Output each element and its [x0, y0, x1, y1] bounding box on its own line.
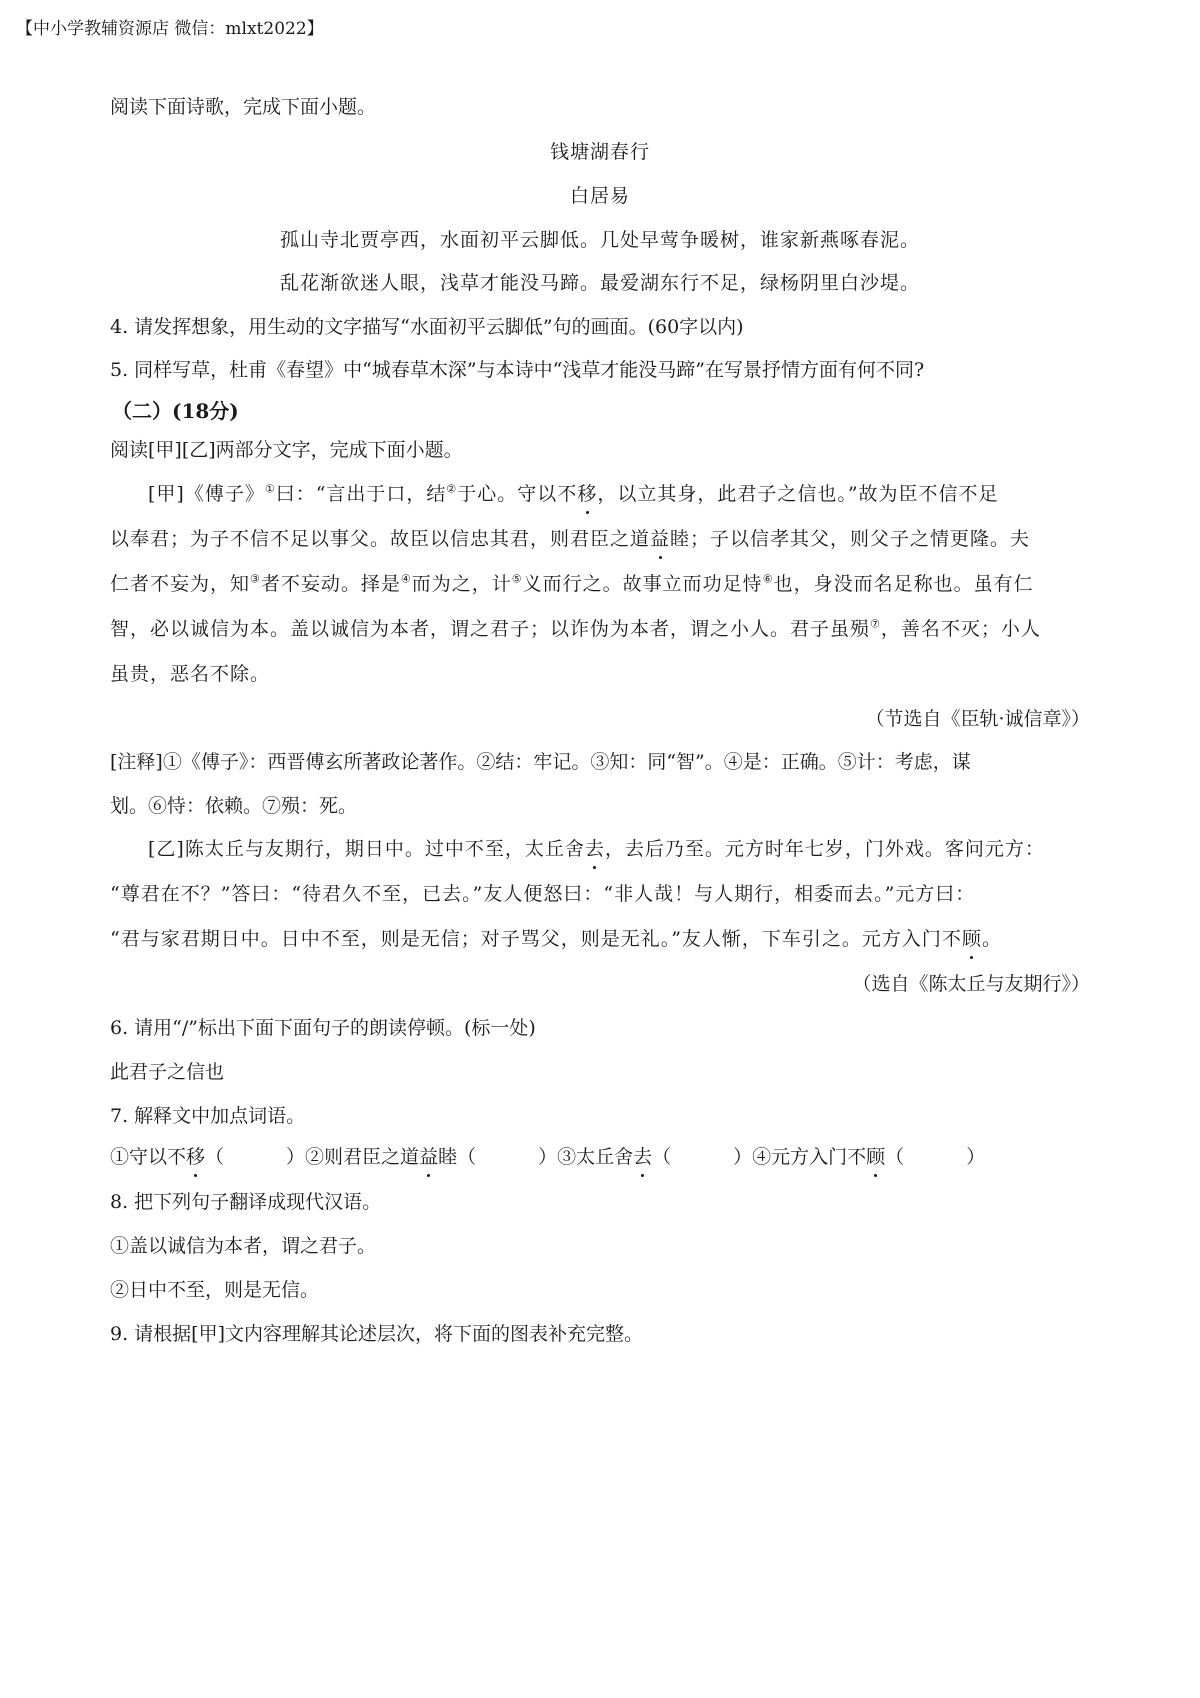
question-4: 4. 请发挥想象，用生动的文字描写“水面初平云脚低”句的画面。(60字以内): [110, 316, 744, 338]
dotted-char: 去: [584, 838, 605, 860]
question-5: 5. 同样写草，杜甫《春望》中“城春草木深”与本诗中“浅草才能没马蹄”在写景抒情方面有何不同?: [110, 359, 925, 381]
question-8-item-1: ①盖以诚信为本者，谓之君子。: [110, 1235, 377, 1257]
dotted-char: 顾: [866, 1146, 886, 1168]
poem-intro: 阅读下面诗歌，完成下面小题。: [110, 96, 377, 118]
poem-title: 钱塘湖春行: [549, 141, 650, 163]
header-watermark: 【中小学教辅资源店 微信：mlxt2022】: [16, 19, 324, 39]
jia-source: （节选自《臣轨·诚信章》）: [865, 708, 1090, 730]
poem-author: 白居易: [569, 185, 630, 207]
question-8-item-2: ②日中不至，则是无信。: [110, 1279, 320, 1301]
jia-line-2: 以奉君；为子不信不足以事父。故臣以信忠其君，则君臣之道益睦；子以信孝其父，则父子之情更隆。夫: [110, 528, 1031, 550]
dotted-char: 移: [186, 1146, 206, 1168]
notes-line-2: 划。⑥恃：依赖。⑦殒：死。: [110, 795, 358, 817]
dotted-char: 益: [650, 528, 671, 550]
yi-line-1: [乙]陈太丘与友期行，期日中。过中不至，太丘舍去，去后乃至。元方时年七岁，门外戏。客问元方：: [148, 838, 1045, 860]
poem-line-2: 乱花渐欲迷人眼，浅草才能没马蹄。最爱湖东行不足，绿杨阴里白沙堤。: [279, 272, 920, 294]
section-2-heading: （二）(18分): [112, 399, 239, 423]
notes-line-1: [注释]①《傅子》：西晋傅玄所著政论著作。②结：牢记。③知：同“智”。④是：正确。⑤计：考虑，谋: [110, 751, 971, 773]
dotted-char: 益: [419, 1146, 439, 1168]
dotted-char: 去: [633, 1146, 653, 1168]
dotted-char: 移: [577, 483, 598, 505]
jia-line-1: [甲]《傅子》①曰：“言出于口，结②于心。守以不移，以立其身，此君子之信也。”故为臣不信不足: [148, 482, 999, 505]
yi-line-2: “尊君在不？”答曰：“待君久不至，已去。”友人便怒曰：“非人哉！与人期行，相委而去。”元方曰：: [110, 883, 976, 905]
jia-line-3: 仁者不妄为，知③者不妄动。择是④而为之，计⑤义而行之。故事立而功足恃⑥也，身没而名足称也。虽有仁: [110, 572, 1034, 595]
yi-line-3: “君与家君期日中。日中不至，则是无信；对子骂父，则是无礼。”友人惭，下车引之。元方入门不顾。: [110, 928, 1002, 950]
yi-source: （选自《陈太丘与友期行》）: [852, 973, 1090, 995]
question-6: 6. 请用“/”标出下面下面句子的朗读停顿。(标一处): [110, 1017, 536, 1039]
dotted-char: 顾: [961, 928, 982, 950]
question-8: 8. 把下列句子翻译成现代汉语。: [110, 1191, 382, 1213]
question-9: 9. 请根据[甲]文内容理解其论述层次，将下面的图表补充完整。: [110, 1323, 643, 1345]
question-7: 7. 解释文中加点词语。: [110, 1105, 306, 1127]
question-7-items: ①守以不移（ ）②则君臣之道益睦（ ）③太丘舍去（ ）④元方入门不顾（ ）: [110, 1146, 986, 1168]
question-6-sentence: 此君子之信也: [110, 1061, 225, 1083]
jia-line-5: 虽贵，恶名不除。: [110, 663, 271, 685]
section-2-intro: 阅读[甲][乙]两部分文字，完成下面小题。: [110, 439, 463, 461]
poem-line-1: 孤山寺北贾亭西，水面初平云脚低。几处早莺争暖树，谁家新燕啄春泥。: [279, 229, 920, 251]
jia-line-4: 智，必以诚信为本。盖以诚信为本者，谓之君子；以诈伪为本者，谓之小人。君子虽殒⑦，善名不灭；小人: [110, 617, 1041, 640]
